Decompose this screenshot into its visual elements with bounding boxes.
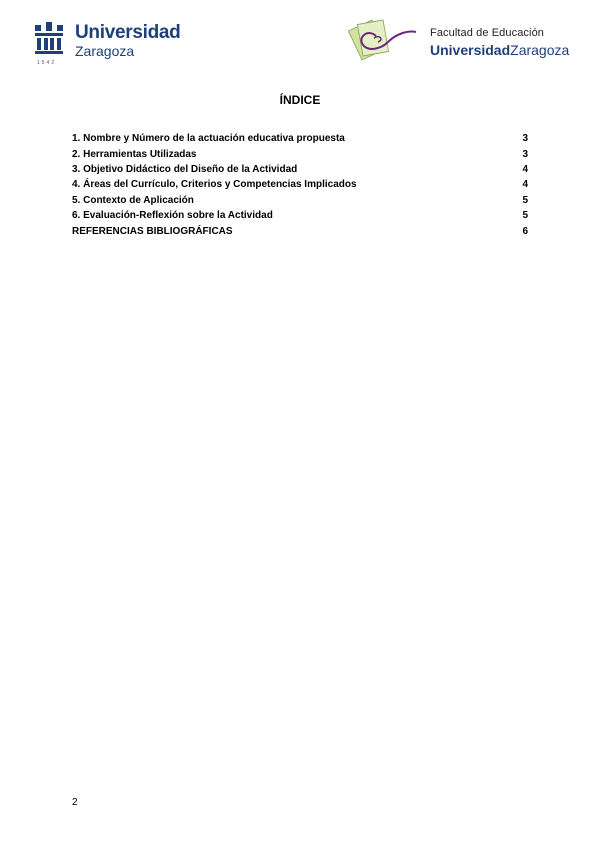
toc-entry-label: 4. Áreas del Currículo, Criterios y Competencias Implicados xyxy=(72,179,357,191)
toc-entry-page: 5 xyxy=(522,210,528,222)
faculty-university-city: Zaragoza xyxy=(510,42,570,58)
toc-entry[interactable] xyxy=(72,146,528,161)
university-city: Zaragoza xyxy=(75,43,135,59)
toc-entry[interactable] xyxy=(72,131,528,146)
page-title: ÍNDICE xyxy=(279,93,321,107)
toc-entry-page: 4 xyxy=(522,179,528,191)
toc-entry[interactable] xyxy=(72,193,528,208)
faculty-name: Facultad de Educación xyxy=(430,27,545,39)
toc-entry-label: 3. Objetivo Didáctico del Diseño de la Actividad xyxy=(72,163,298,175)
toc-entry[interactable] xyxy=(72,162,528,177)
faculty-emblem-icon xyxy=(348,14,418,64)
page-number: 2 xyxy=(72,797,78,808)
university-crest-icon xyxy=(34,22,64,56)
toc-entry-page: 3 xyxy=(522,148,528,160)
toc-entry-label: 5. Contexto de Aplicación xyxy=(72,194,194,206)
toc-entry-label: REFERENCIAS BIBLIOGRÁFICAS xyxy=(72,225,233,237)
toc-entry-page: 3 xyxy=(522,133,528,145)
toc-entry[interactable] xyxy=(72,177,528,192)
toc-entry[interactable] xyxy=(72,223,528,238)
faculty-logo-text xyxy=(430,27,569,58)
toc-entry-page: 4 xyxy=(522,163,528,175)
faculty-university-bold: Universidad xyxy=(430,42,511,58)
university-name: Universidad xyxy=(75,22,181,43)
toc-entry-label: 2. Herramientas Utilizadas xyxy=(72,148,197,160)
faculty-university xyxy=(430,42,569,58)
toc-entry-label: 1. Nombre y Número de la actuación educativa propuesta xyxy=(72,133,345,145)
toc-entry-page: 5 xyxy=(522,194,528,206)
founding-year: 1542 xyxy=(37,60,57,66)
table-of-contents xyxy=(72,131,528,239)
toc-entry[interactable] xyxy=(72,208,528,223)
universidad-zaragoza-logo xyxy=(34,22,194,70)
toc-entry-page: 6 xyxy=(522,225,528,237)
toc-entry-label: 6. Evaluación-Reflexión sobre la Actividad xyxy=(72,210,273,222)
